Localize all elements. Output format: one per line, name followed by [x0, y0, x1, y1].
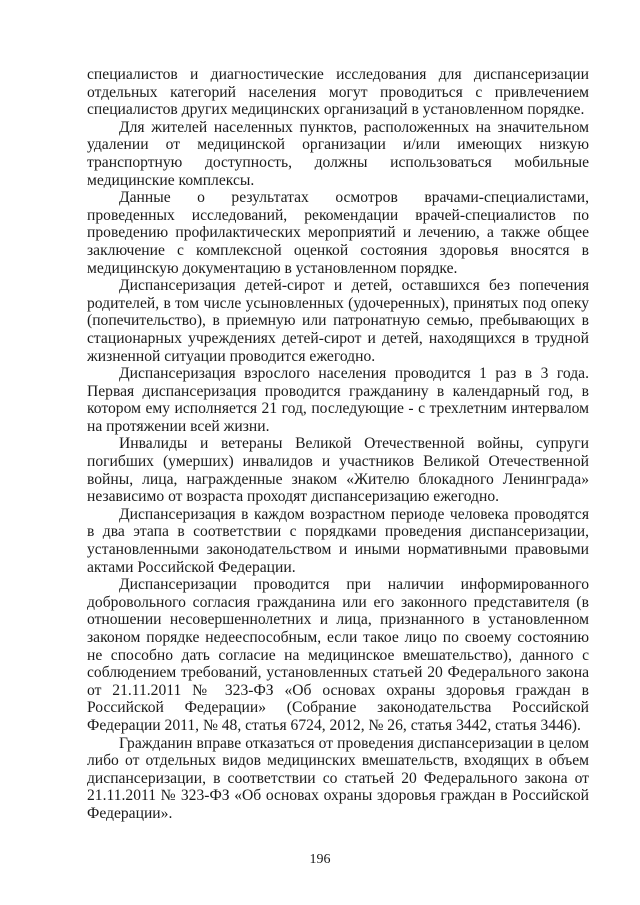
- paragraph-informed-consent: Диспансеризации проводится при наличии информированного добровольного согласия гражданина или его законного представителя (в отношении несовершеннолетних и лица, признанного в установленном законом порядке недееспособным, если такое лицо по своему состоянию не способно дать согласие на медицинское вмешательство), данного с соблюдением требований, установленных статьей 20 Федерального закона от 21.11.2011 № 323-ФЗ «Об основах охраны здоровья граждан в Российской Федерации» (Собрание законодательства Российской Федерации 2011, № 48, статья 6724, 2012, № 26, статья 3442, статья 3446).: [87, 576, 589, 734]
- paragraph-two-stages: Диспансеризация в каждом возрастном периоде человека проводятся в два этапа в соответствии с порядками проведения диспансеризации, установленными законодательством и иными нормативными правовыми актами Российской Федерации.: [87, 505, 589, 576]
- paragraph-veterans-screening: Инвалиды и ветераны Великой Отечественной войны, супруги погибших (умерших) инвалидов и участников Великой Отечественной войны, лица, награжденные знаком «Жителю блокадного Ленинграда» независимо от возраста проходят диспансеризацию ежегодно.: [87, 435, 589, 506]
- paragraph-continuation: специалистов и диагностические исследования для диспансеризации отдельных категорий населения могут проводиться с привлечением специалистов других медицинских организаций в установленном порядке.: [87, 66, 589, 119]
- paragraph-right-to-refuse: Гражданин вправе отказаться от проведения диспансеризации в целом либо от отдельных видов медицинских вмешательств, входящих в объем диспансеризации, в соответствии со статьей 20 Федерального закона от 21.11.2011 № 323-ФЗ «Об основах охраны здоровья граждан в Российской Федерации».: [87, 734, 589, 822]
- paragraph-examination-results: Данные о результатах осмотров врачами-специалистами, проведенных исследований, рекомендации врачей-специалистов по проведению профилактических мероприятий и лечению, а также общее заключение с комплексной оценкой состояния здоровья вносятся в медицинскую документацию в установленном порядке.: [87, 189, 589, 277]
- page-number: 196: [309, 852, 331, 867]
- document-body: [87, 66, 589, 823]
- paragraph-adult-screening: Диспансеризация взрослого населения проводится 1 раз в 3 года. Первая диспансеризация проводится гражданину в календарный год, в котором ему исполняется 21 год, последующие - с трехлетним интервалом на протяжении всей жизни.: [87, 365, 589, 435]
- paragraph-orphans-screening: Диспансеризация детей-сирот и детей, оставшихся без попечения родителей, в том числе усыновленных (удочеренных), принятых под опеку (попечительство), в приемную или патронатную семью, пребывающих в стационарных учреждениях детей-сирот и детей, находящихся в трудной жизненной ситуации проводится ежегодно.: [87, 277, 589, 365]
- paragraph-mobile-complexes: Для жителей населенных пунктов, расположенных на значительном удалении от медицинской организации и/или имеющих низкую транспортную доступность, должны использоваться мобильные медицинские комплексы.: [87, 118, 589, 189]
